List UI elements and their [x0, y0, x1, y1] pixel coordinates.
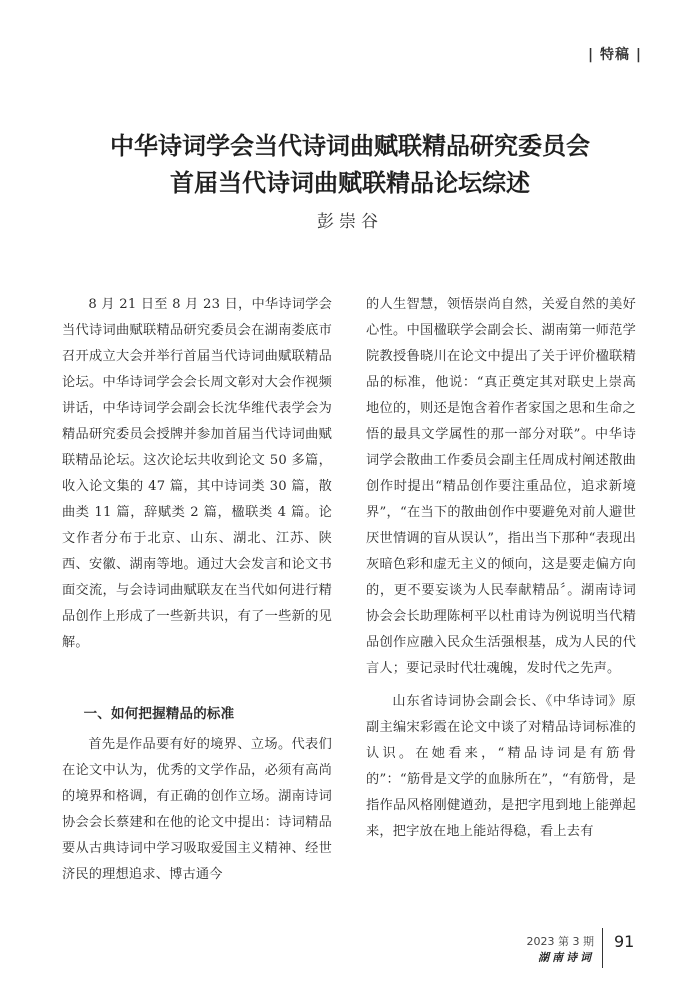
footer-journal-name: 湖南诗词: [538, 951, 594, 964]
footer-issue: 2023 第 3 期: [526, 935, 594, 948]
section-heading: 一、如何把握精品的标准: [83, 706, 235, 722]
article-title: [0, 128, 700, 202]
page-number: 91: [614, 932, 635, 951]
left-column: [62, 292, 332, 888]
continued-paragraph: 的人生智慧，领悟崇尚自然，关爱自然的美好心性。中国楹联学会副会长、湖南第一师范学院教授鲁晓川在论文中提出了关于评价楹联精品的标准，他说：“真正奠定其对联史上崇高地位的，则还是饱含着作者家国之思和生命之悟的最具文学属性的那一部分对联”。中华诗词学会散曲工作委员会副主任周成村阐述散曲创作时提出“精品创作要注重品位，追求新境界”，“在当下的散曲创作中要避免对前人避世厌世情调的盲从误认”，指出当下那种“表现出灰暗色彩和虚无主义的倾向，这是要走偏方向的，更不要妄谈为人民奉献精品〞。湖南诗词协会会长助理陈柯平以杜甫诗为例说明当代精品创作应融入民众生活强根基，成为人民的代言人；要记录时代壮魂魄，发时代之先声。: [366, 297, 636, 676]
column-tag: | 特稿 |: [588, 47, 642, 63]
footer-divider: [602, 928, 603, 968]
article-title-line-2: 首届当代诗词曲赋联精品论坛综述: [170, 169, 530, 197]
body-paragraph: 山东省诗词协会副会长、《中华诗词》原副主编宋彩霞在论文中谈了对精品诗词标准的认识。在她看来，“精品诗词是有筋骨的”：“筋骨是文学的血脉所在”，“有筋骨，是指作品风格刚健遒劲，是把字甩到地上能弹起来，把字放在地上能站得稳，看上去有: [366, 694, 636, 839]
intro-paragraph: 8 月 21 日至 8 月 23 日，中华诗词学会当代诗词曲赋联精品研究委员会在湖南娄底市召开成立大会并举行首届当代诗词曲赋联精品论坛。中华诗词学会会长周文彰对大会作视频讲话，中华诗词学会副会长沈华维代表学会为精品研究委员会授牌并参加首届当代诗词曲赋联精品论坛。这次论坛共收到论文 50 多篇，收入论文集的 47 篇，其中诗词类 30 篇，散曲类 11 篇，辞赋类 2 篇，楹联类 4 篇。论文作者分布于北京、山东、湖北、江苏、陕西、安徽、湖南等地。通过大会发言和论文书面交流，与会诗词曲赋联友在当代如何进行精品创作上形成了一些新共识，有了一些新的见解。: [62, 297, 332, 650]
article-title-line-1: 中华诗词学会当代诗词曲赋联精品研究委员会: [110, 132, 590, 160]
right-column: [366, 292, 636, 845]
section-paragraph: 首先是作品要有好的境界、立场。代表们在论文中认为，优秀的文学作品，必须有高尚的境界和格调，有正确的创作立场。湖南诗词协会会长蔡建和在他的论文中提出：诗词精品要从古典诗词中学习吸取爱国主义精神、经世济民的理想追求、博古通今: [62, 737, 332, 882]
article-author: 彭崇谷: [317, 212, 383, 232]
